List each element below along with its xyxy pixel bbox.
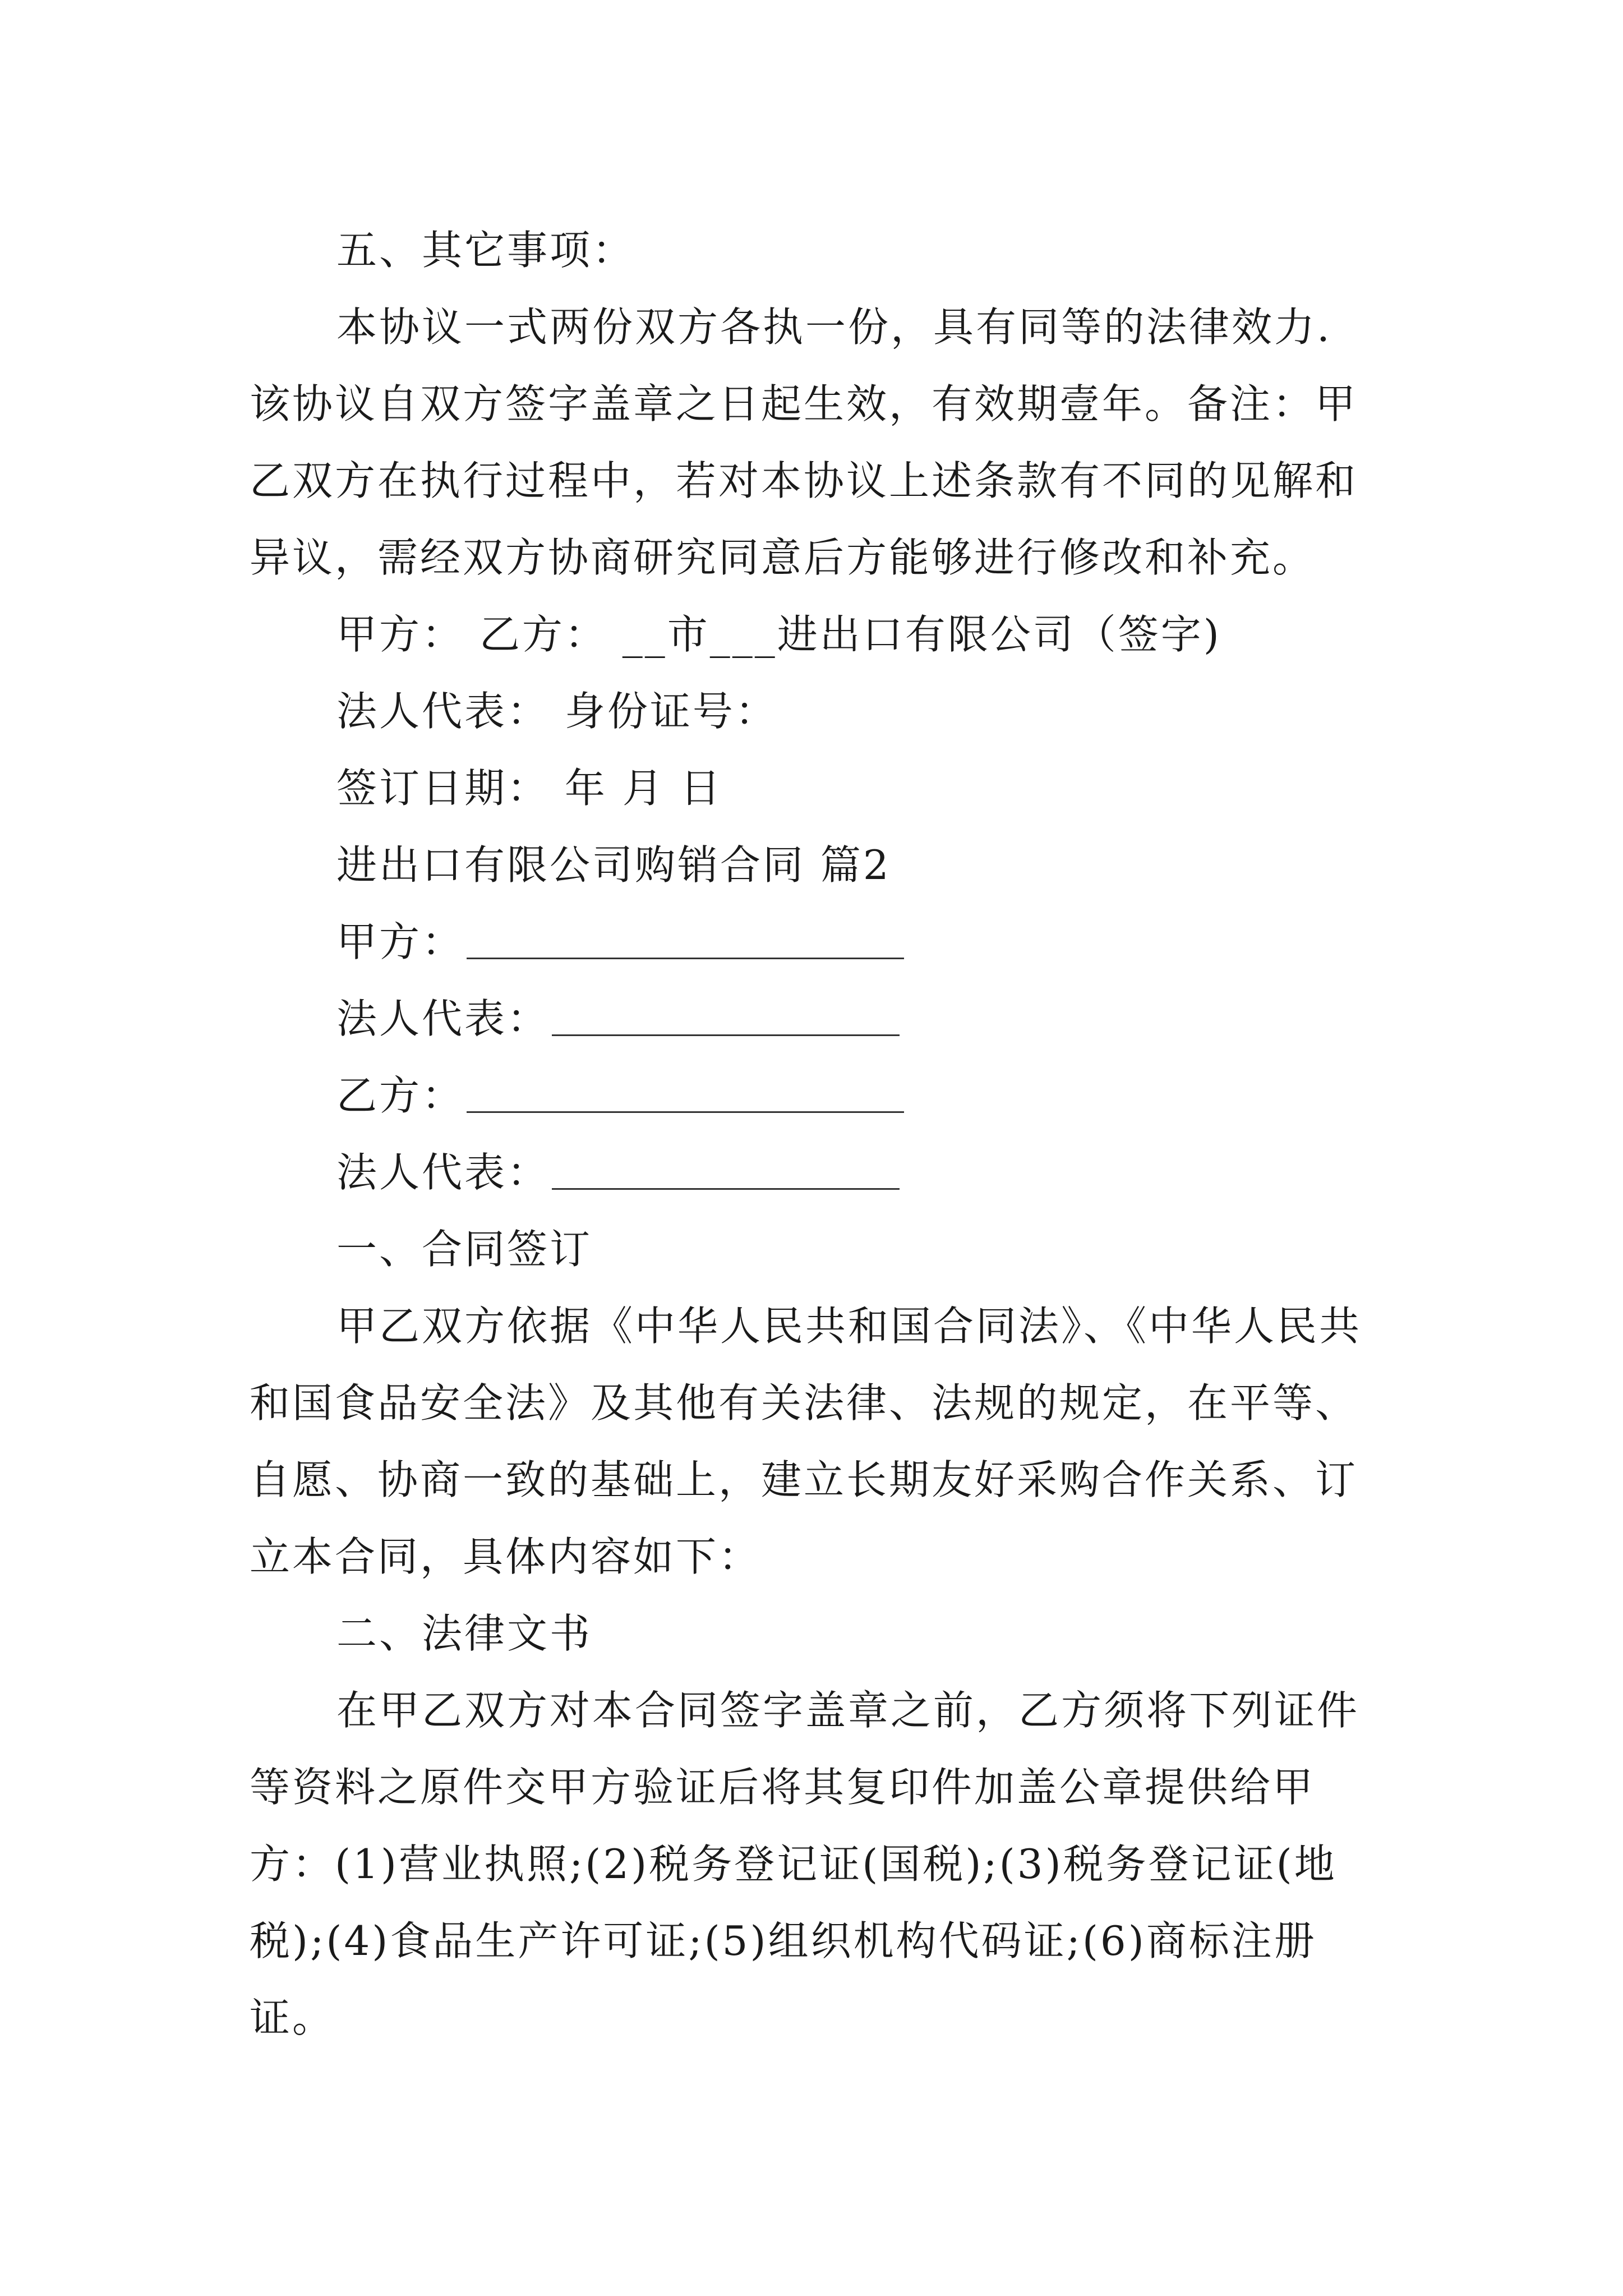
- paragraph-line: 乙双方在执行过程中，若对本协议上述条款有不同的见解和: [250, 457, 1358, 504]
- paragraph-line: 异议，需经双方协商研究同意后方能够进行修改和补充。: [250, 534, 1316, 581]
- party-b-rep-blank: [552, 1154, 900, 1190]
- party-a-label: 甲方：: [336, 918, 465, 965]
- paragraph-line: 等资料之原件交甲方验证后将其复印件加盖公章提供给甲: [250, 1764, 1316, 1811]
- party-b-blank: [467, 1078, 904, 1113]
- paragraph-line: 立本合同，具体内容如下：: [250, 1533, 762, 1580]
- party-a-rep-blank: [552, 1001, 900, 1036]
- party-b-label: 乙方：: [336, 1072, 465, 1119]
- paragraph-line: 和国食品安全法》及其他有关法律、法规的规定，在平等、: [250, 1379, 1358, 1427]
- party-b-field: [250, 1057, 1438, 1134]
- legal-rep-id-line: 法人代表： 身份证号：: [336, 688, 778, 735]
- section-heading-other-matters: 五、其它事项：: [336, 227, 635, 274]
- paragraph-line: 证。: [250, 1994, 335, 2041]
- party-b-rep-field: [250, 1134, 1438, 1211]
- party-a-rep-label: 法人代表：: [336, 995, 550, 1042]
- section-heading-legal-documents: 二、法律文书: [336, 1610, 593, 1657]
- document-body: [250, 212, 1438, 2056]
- party-a-blank: [467, 924, 904, 959]
- section-heading-contract-signing: 一、合同签订: [336, 1226, 593, 1273]
- paragraph-line: 自愿、协商一致的基础上，建立长期友好采购合作关系、订: [250, 1456, 1358, 1503]
- paragraph-line: 方：(1)营业执照;(2)税务登记证(国税);(3)税务登记证(地: [250, 1841, 1337, 1888]
- signature-parties-line: 甲方： 乙方： __市___进出口有限公司（签字): [336, 611, 1221, 658]
- party-a-rep-field: [250, 981, 1438, 1057]
- signing-date-line: 签订日期： 年 月 日: [336, 765, 723, 812]
- party-b-rep-label: 法人代表：: [336, 1149, 550, 1196]
- paragraph-line: 在甲乙双方对本合同签字盖章之前，乙方须将下列证件: [336, 1687, 1360, 1734]
- paragraph-line: 甲乙双方依据《中华人民共和国合同法》、《中华人民共: [336, 1303, 1362, 1350]
- paragraph-line: 该协议自双方签字盖章之日起生效，有效期壹年。备注：甲: [250, 380, 1358, 427]
- party-a-field: [250, 904, 1438, 981]
- contract-title: 进出口有限公司购销合同 篇2: [336, 841, 891, 889]
- paragraph-line: 本协议一式两份双方各执一份，具有同等的法律效力.: [336, 303, 1332, 351]
- paragraph-line: 税);(4)食品生产许可证;(5)组织机构代码证;(6)商标注册: [250, 1917, 1317, 1964]
